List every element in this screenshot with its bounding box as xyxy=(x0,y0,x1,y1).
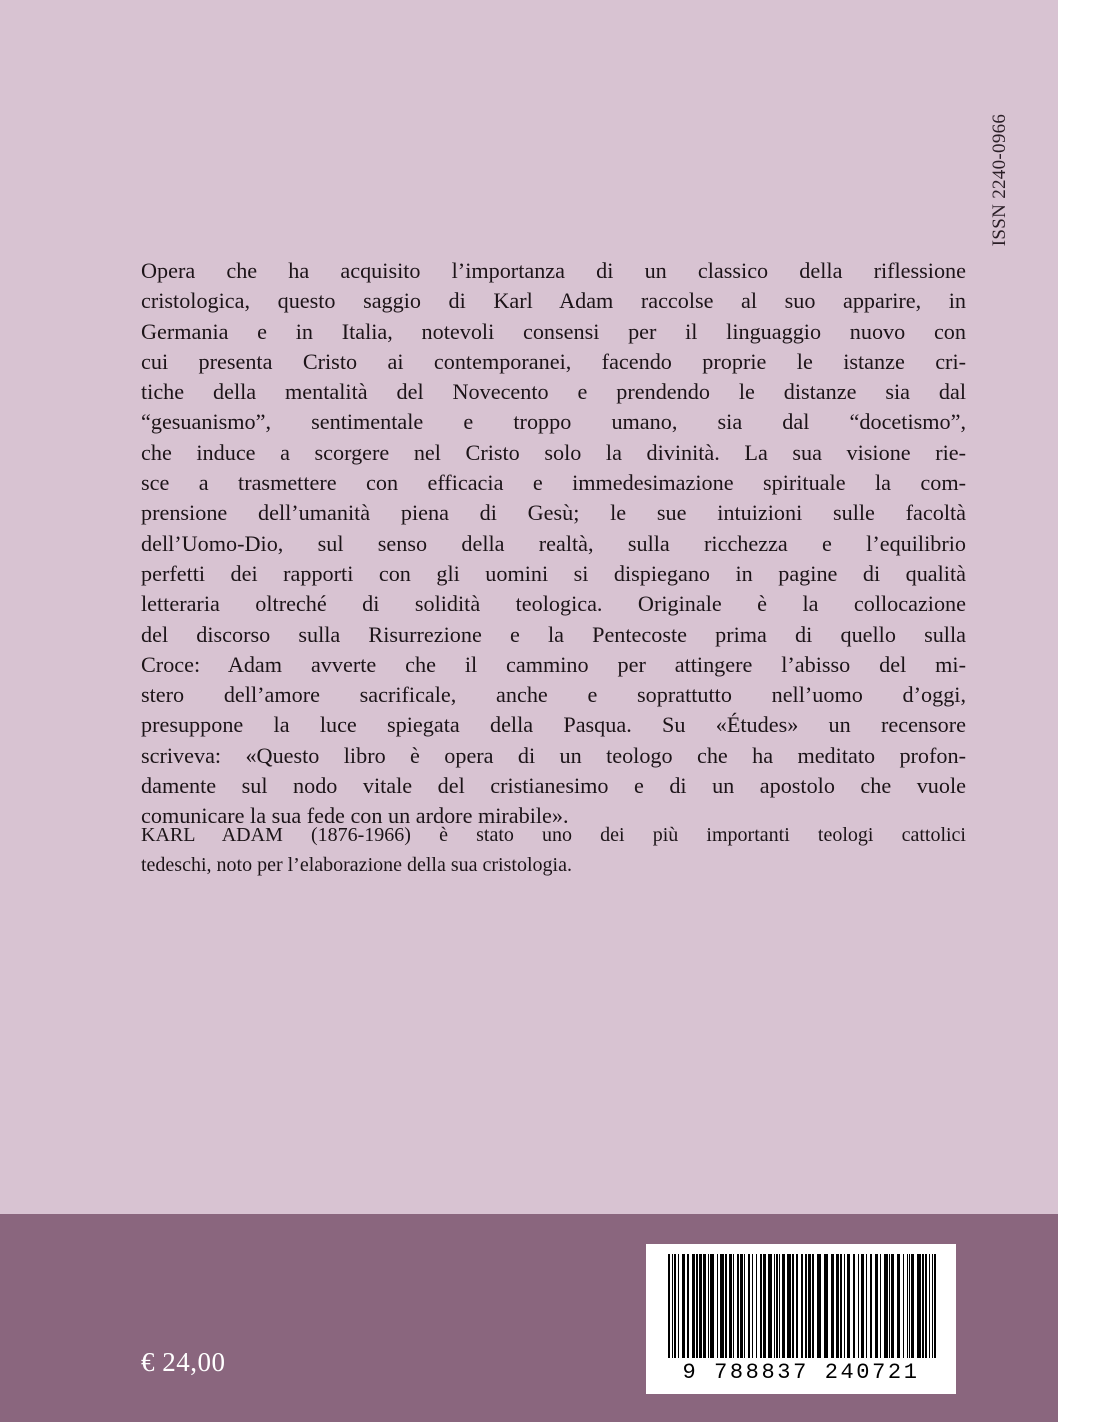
barcode-bar xyxy=(763,1254,766,1358)
barcode-bar xyxy=(740,1254,743,1358)
barcode-bar xyxy=(687,1254,689,1358)
blurb-line: presuppone la luce spiegata della Pasqua. Su «Études» un recensore xyxy=(141,712,966,738)
barcode-bar xyxy=(817,1254,821,1358)
barcode-bar xyxy=(929,1254,930,1358)
barcode-bar xyxy=(760,1254,762,1358)
blurb-line: dell’Uomo-Dio, sul senso della realtà, sulla ricchezza e l’equilibrio xyxy=(141,530,966,556)
barcode-bar xyxy=(792,1254,794,1358)
barcode-bar xyxy=(744,1254,745,1358)
barcode-bar xyxy=(903,1254,904,1358)
bio-line: KARL ADAM (1876-1966) è stato uno dei più importanti teologi cattolici xyxy=(141,824,966,846)
barcode-bar xyxy=(756,1254,757,1358)
blurb-line: prensione dell’umanità piena di Gesù; le sue intuizioni sulle facoltà xyxy=(141,500,966,526)
blurb-line: scriveva: «Questo libro è opera di un teologo che ha meditato profon- xyxy=(141,742,966,768)
barcode-bar xyxy=(779,1254,780,1358)
barcode-bar xyxy=(710,1254,714,1358)
barcode-bar xyxy=(922,1254,924,1358)
book-blurb xyxy=(141,256,966,832)
blurb-line: comunicare la sua fede con un ardore mirabile». xyxy=(141,803,569,829)
barcode-bar xyxy=(668,1254,670,1358)
barcode-bar xyxy=(847,1254,850,1358)
blurb-line: Opera che ha acquisito l’importanza di un classico della riflessione xyxy=(141,258,966,283)
barcode-bar xyxy=(932,1254,933,1358)
barcode-bar xyxy=(909,1254,910,1358)
blurb-line: damente sul nodo vitale del cristianesimo e di un apostolo che vuole xyxy=(141,773,966,799)
barcode-bar xyxy=(737,1254,739,1358)
barcode-bar xyxy=(836,1254,839,1358)
blurb-line: tiche della mentalità del Novecento e prendendo le distanze sia dal xyxy=(141,379,966,405)
barcode-bar xyxy=(870,1254,872,1358)
barcode-bar xyxy=(808,1254,811,1358)
barcode-bar xyxy=(911,1254,914,1358)
blurb-line: Germania e in Italia, notevoli consensi per il linguaggio nuovo con xyxy=(141,318,966,344)
barcode-bar xyxy=(891,1254,894,1358)
barcode-bar xyxy=(703,1254,706,1358)
blurb-line: cui presenta Cristo ai contemporanei, facendo proprie le istanze cri- xyxy=(141,348,966,374)
barcode-bar xyxy=(801,1254,803,1358)
issn-text: ISSN 2240-0966 xyxy=(989,113,1010,247)
barcode-bar xyxy=(875,1254,878,1358)
barcode-bar xyxy=(692,1254,695,1358)
barcode-bar xyxy=(774,1254,775,1358)
barcode xyxy=(646,1244,956,1394)
barcode-bar xyxy=(782,1254,785,1358)
barcode-bar xyxy=(674,1254,676,1358)
barcode-bar xyxy=(861,1254,864,1358)
blurb-line: letteraria oltreché di solidità teologica. Originale è la collocazione xyxy=(141,591,966,617)
barcode-bar xyxy=(682,1254,685,1358)
barcode-bar xyxy=(884,1254,888,1358)
blurb-line: Croce: Adam avverte che il cammino per attingere l’abisso del mi- xyxy=(141,651,966,677)
blurb-line: “gesuanismo”, sentimentale e troppo umano, sia dal “docetismo”, xyxy=(141,409,966,435)
barcode-bar xyxy=(733,1254,734,1358)
barcode-bar xyxy=(925,1254,927,1358)
barcode-bar xyxy=(708,1254,709,1358)
barcode-bar xyxy=(917,1254,921,1358)
barcode-bar xyxy=(696,1254,698,1358)
barcode-bar xyxy=(824,1254,828,1358)
barcode-bar xyxy=(717,1254,718,1358)
barcode-bar xyxy=(752,1254,753,1358)
barcode-bar xyxy=(729,1254,732,1358)
barcode-bar xyxy=(844,1254,845,1358)
blurb-line: che induce a scorgere nel Cristo solo la divinità. La sua visione rie- xyxy=(141,439,966,465)
barcode-bar xyxy=(768,1254,772,1358)
barcode-bar xyxy=(840,1254,842,1358)
barcode-bar xyxy=(796,1254,798,1358)
barcode-bar xyxy=(720,1254,724,1358)
barcode-bar xyxy=(889,1254,890,1358)
barcode-bar xyxy=(858,1254,859,1358)
blurb-line: stero dell’amore sacrificale, anche e soprattutto nell’uomo d’oggi, xyxy=(141,682,966,708)
barcode-bar xyxy=(812,1254,814,1358)
bio-line: tedeschi, noto per l’elaborazione della sua cristologia. xyxy=(141,854,572,876)
barcode-bar xyxy=(934,1254,936,1358)
barcode-bar xyxy=(776,1254,778,1358)
barcode-bar xyxy=(880,1254,881,1358)
barcode-bar xyxy=(805,1254,807,1358)
price-label: € 24,00 xyxy=(141,1347,226,1377)
blurb-line: sce a trasmettere con efficacia e immedesimazione spirituale la com- xyxy=(141,470,966,496)
barcode-number: 9 788837 240721 xyxy=(682,1360,920,1385)
blurb-line: perfetti dei rapporti con gli uomini si dispiegano in pagine di qualità xyxy=(141,560,966,586)
barcode-bar xyxy=(907,1254,908,1358)
barcode-bar xyxy=(725,1254,727,1358)
barcode-bar xyxy=(678,1254,679,1358)
barcode-bar xyxy=(853,1254,855,1358)
author-bio xyxy=(141,820,966,880)
barcode-bar xyxy=(748,1254,750,1358)
blurb-line: del discorso sulla Risurrezione e la Pentecoste prima di quello sulla xyxy=(141,621,966,647)
barcode-bar xyxy=(787,1254,791,1358)
barcode-bar xyxy=(897,1254,900,1358)
barcode-bar xyxy=(866,1254,867,1358)
blurb-line: cristologica, questo saggio di Karl Adam raccolse al suo apparire, in xyxy=(141,288,966,314)
barcode-bar xyxy=(672,1254,673,1358)
barcode-bar xyxy=(699,1254,702,1358)
barcode-bar xyxy=(831,1254,834,1358)
